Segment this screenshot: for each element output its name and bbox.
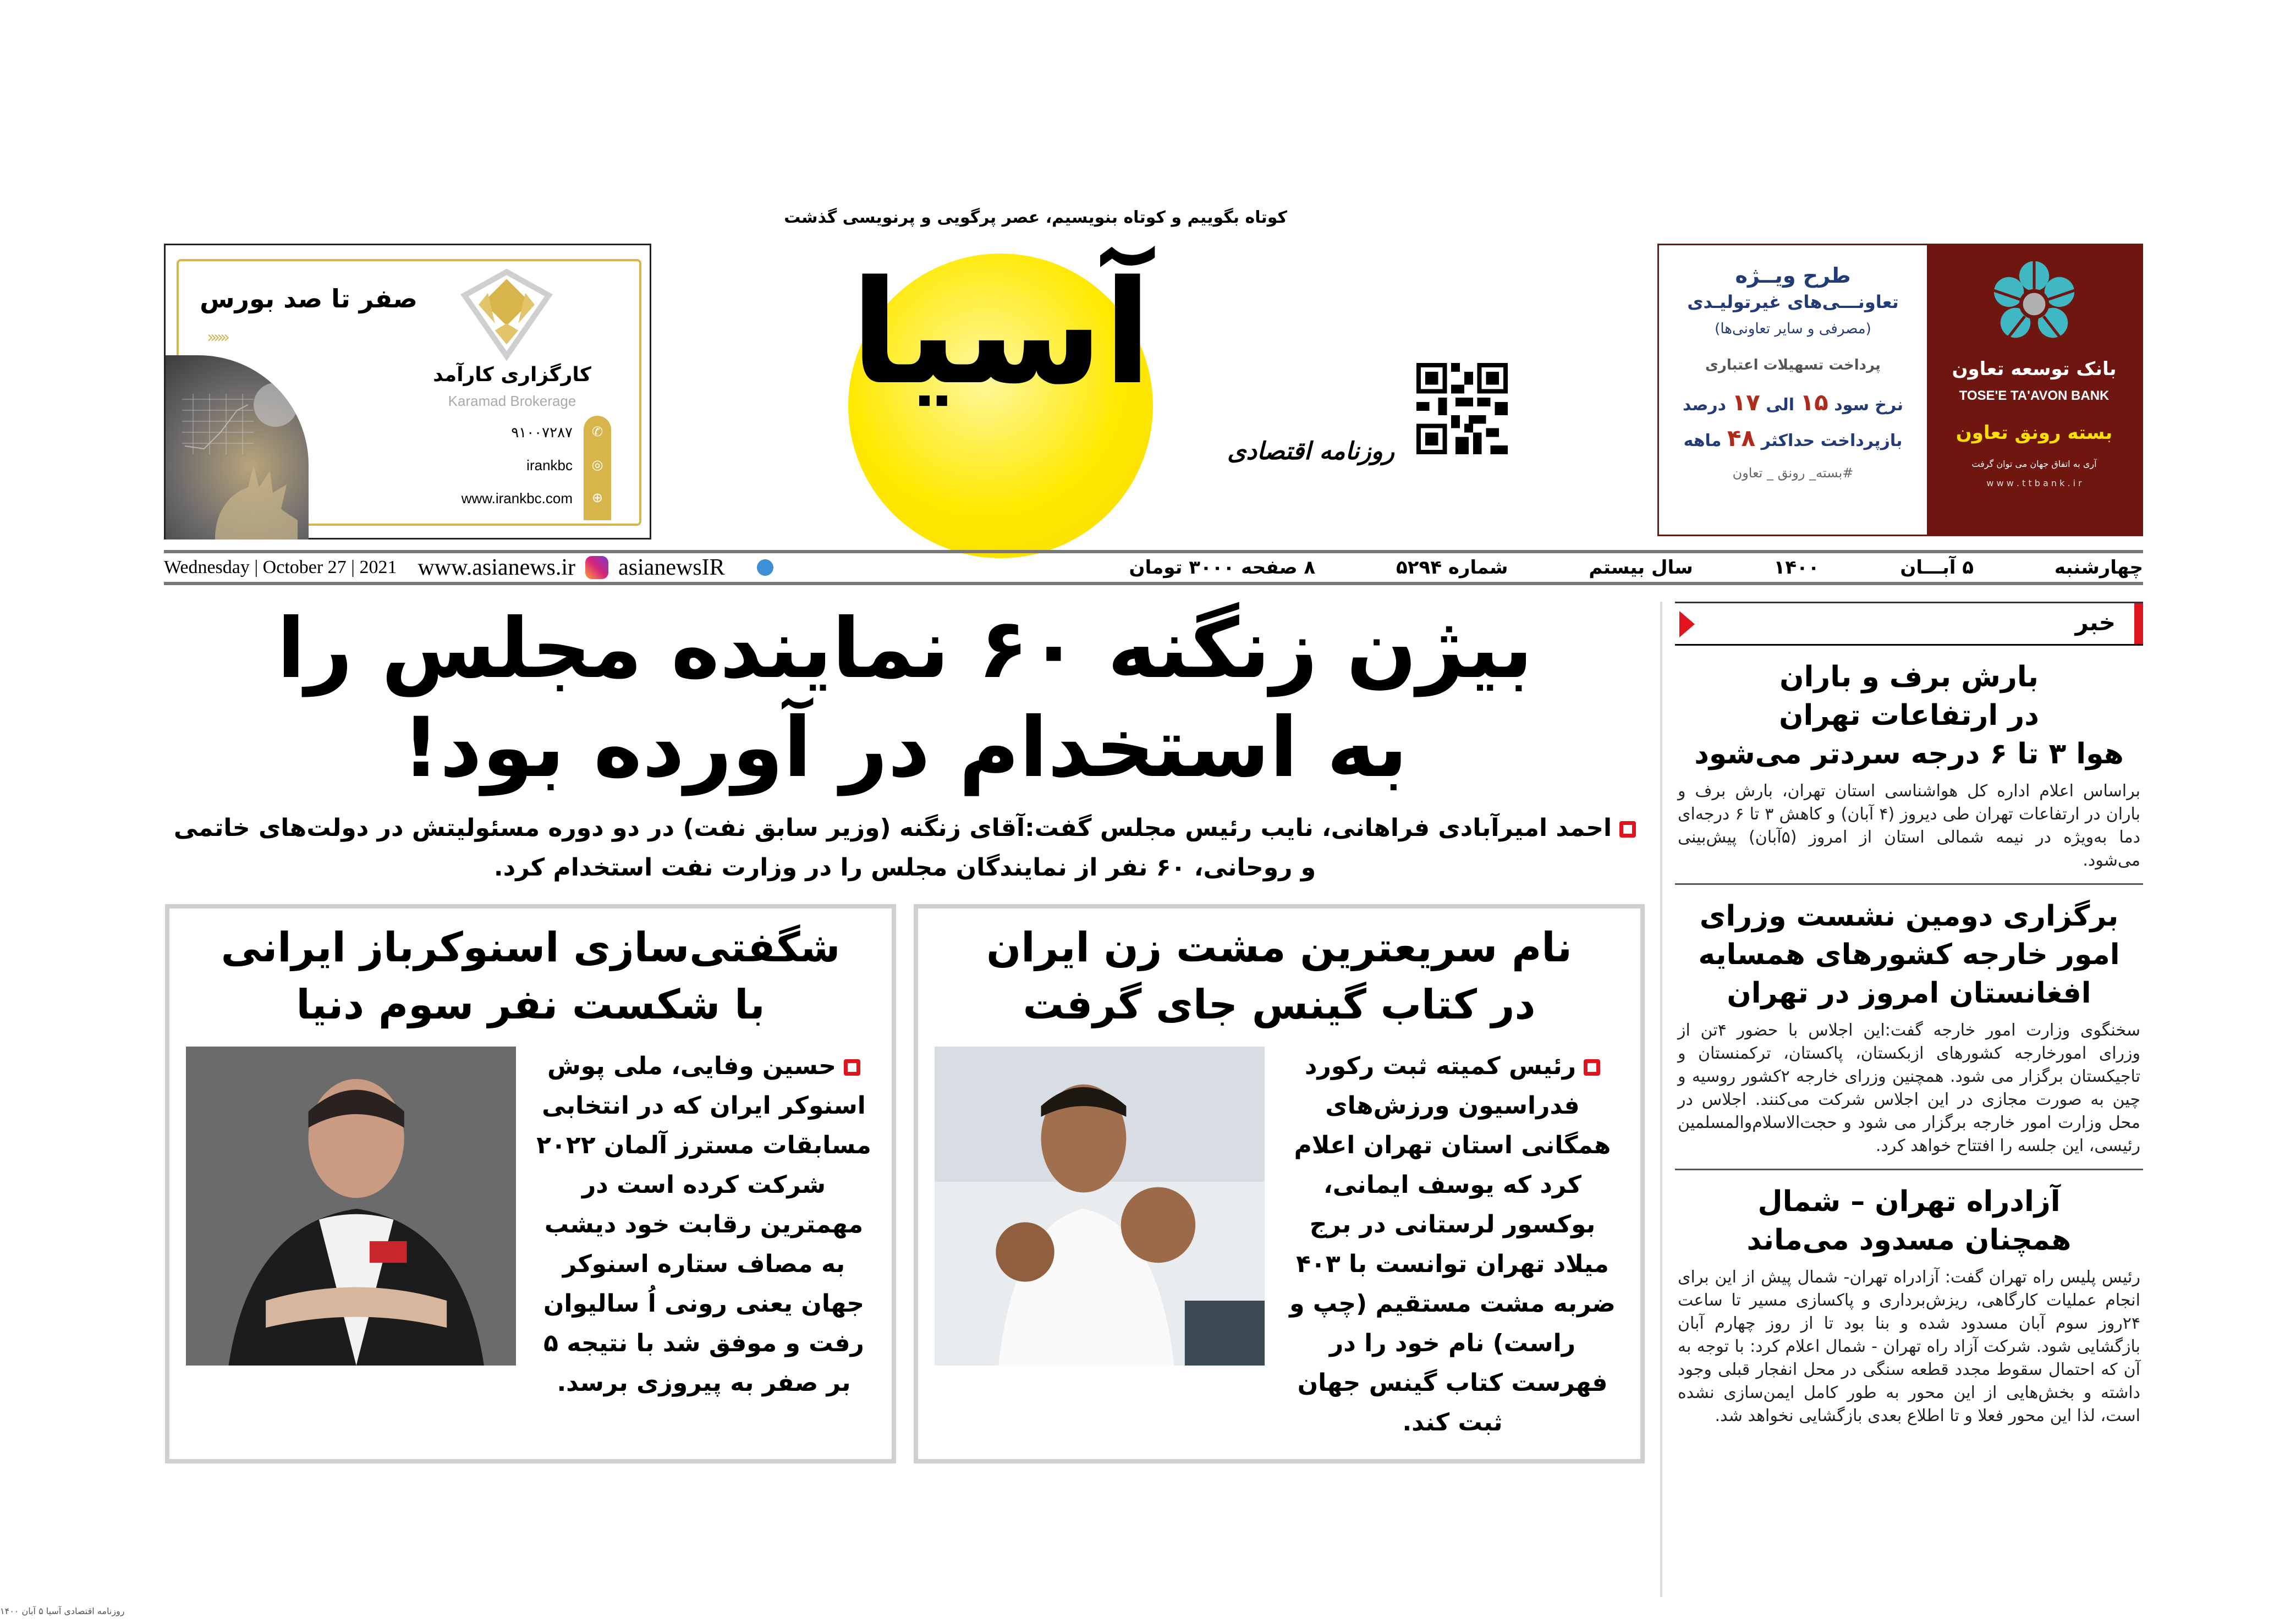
bank-name-fa: بانک توسعه تعاون [1952,358,2117,380]
story-snooker[interactable] [165,904,896,1463]
ad-rate [1665,386,1921,422]
news-item-body: براساس اعلام اداره کل هواشناسی استان تهران، بارش برف و باران در ارتفاعات تهران طی دیروز (۴ آبان) و کاهش ۳ تا ۶ درجه‌ای دما به‌ویژه در نیمه شمالی استان از امروز (۵آبان) پیش‌بینی می‌شود. [1678,781,2141,870]
bank-motto: آری به اتفاق جهان می توان گرفت [1971,459,2097,469]
pages-price: ۸ صفحه ۳۰۰۰ تومان [1129,557,1316,579]
ad-hashtag: #بسته_ رونق _ تعاون [1732,465,1854,481]
rate-to: ۱۷ [1732,389,1760,416]
news-item-title [1675,658,2143,773]
weekday-fa: چهارشنبه [2054,557,2143,579]
ad-title2: تعاونـــی‌های غیرتولیـدی [1687,291,1899,312]
play-arrow-icon [1679,611,1695,637]
news-title-line[interactable]: افغانستان امروز در تهران [1727,977,2091,1010]
ad-phone: ۹۱۰۰۷۲۸۷ [511,424,573,441]
news-title-line[interactable]: همچنان مسدود می‌ماند [1746,1224,2072,1257]
ad-line1: پرداخت تسهیلات اعتباری [1705,357,1881,373]
red-bullet-icon [1619,821,1636,838]
section-label: خبر [2075,609,2116,636]
karamad-brokerage-ad[interactable] [164,244,651,540]
boxer-photo [935,1047,1265,1366]
repay-months: ۴۸ [1727,425,1756,452]
rate-prefix: نرخ سود [1834,395,1903,415]
ad-repay [1665,422,1921,458]
main-headline-line1[interactable]: بیژن زنگنه ۶۰ نماینده مجلس را [277,601,1533,697]
news-item-body: سخنگوی وزارت امور خارجه گفت:این اجلاس با حضور ۴تن از وزرای امورخارجه کشورهای ازبکستان، پاکستان، ترکمنستان و تاجیکستان برگزار می شود. همچنین وزرای خارجه ۲کشور روسیه و چین به صورت مجازی در این اجلاس شرکت می‌کنند. اجلاس در محل وزارت امور خارجه برگزار می شود و حجت‌الاسلام‌والمسلمین رئیسی، این جلسه را افتتاح خواهد کرد. [1678,1021,2141,1155]
chevrons-icon: ›››››› [207,328,227,347]
story-boxer[interactable] [914,904,1645,1463]
volume-year: سال بیستم [1589,557,1693,579]
news-title-line[interactable]: برگزاری دومین نشست وزرای [1699,900,2119,933]
website-link[interactable]: www.asianews.ir [418,555,576,580]
news-section-header [1675,602,2143,646]
news-item-title [1675,1182,2143,1259]
story-body-text: حسین وفایی، ملی پوش اسنوکر ایران که در انتخابی مسابقات مسترز آلمان ۲۰۲۲ شرکت کرده است در مهمترین رقابت خود دیشب به مصاف ستاره اسنوکر جهان یعنی رونی اُ سالیوان رفت و موفق شد با نتیجه ۵ بر صفر به پیروزی برسد. [536,1052,871,1397]
news-divider [1675,883,2143,885]
ad-slogan: صفر تا صد بورس [200,284,418,313]
column-separator [1660,602,1662,1597]
ad-bank-panel [1927,245,2141,535]
bank-url[interactable]: w w w . t t b a n k . i r [1986,478,2082,488]
rate-mid: الی [1766,395,1795,415]
story-body [532,1047,875,1403]
main-news-area [165,599,1645,1463]
red-bullet-icon [844,1059,860,1076]
red-bar-icon [2134,603,2143,644]
story-title-line1: نام سریعترین مشت زن ایران [986,924,1572,971]
repay-prefix: بازپرداخت حداکثر [1761,431,1903,450]
repay-suffix: ماهه [1683,431,1722,450]
date-en: Wednesday | October 27 | 2021 [164,557,397,577]
rate-suffix: درصد [1683,395,1726,415]
news-item-body: رئیس پلیس راه تهران گفت: آزادراه تهران- شمال پیش از این برای انجام عملیات کارگاهی، ریزش‌برداری و پاکسازی مسیر تا ساعت ۲۴روز سوم آبان مسدود شده و بنا بود تا از روز چهارم آبان بازگشایی شود. شرکت آزاد راه تهران - شمال اعلام کرد: با توجه به آن که احتمال سقوط مجدد قطعه سنگی در محل انفجار قبلی وجود داشته و بخش‌هایی از این محور به طور کامل ایمن‌سازی نشده است، لذا این محور فعلا و تا اطلاع بعدی بازگشایی نخواهد شد. [1678,1268,2140,1425]
ad-brand-fa: کارگزاری کارآمد [433,364,591,386]
infobar-bottom-rule [164,582,2143,585]
story-body-text: رئیس کمیته ثبت رکورد فدراسیون ورزش‌های همگانی استان تهران اعلام کرد که یوسف ایمانی، بوکسور لرستانی در برج میلاد تهران توانست با ۴۰۳ ضربه مشت مستقیم (چپ و راست) نام خود را در فهرست کتاب گینس جهان ثبت کند. [1289,1052,1616,1437]
instagram-handle[interactable]: asianewsIR [618,555,725,580]
ad-title1: طرح ویــژه [1735,263,1851,288]
ad-brand-en: Karamad Brokerage [448,393,576,409]
story-title-line1: شگفتی‌سازی اسنوکرباز ایرانی [221,924,841,971]
story-title-line2: با شکست نفر سوم دنیا [296,981,765,1028]
snooker-player-photo [186,1047,516,1366]
story-boxes [165,904,1645,1463]
year-fa: ۱۴۰۰ [1773,557,1820,579]
phone-icon: ✆ [591,424,603,439]
issue-number: شماره ۵۲۹۴ [1396,557,1508,579]
news-title-line[interactable]: آزادراه تهران – شمال [1757,1185,2061,1218]
news-divider [1675,1169,2143,1170]
karamad-logo-icon [457,267,556,361]
bank-name-en: TOSE'E TA'AVON BANK [1959,388,2110,403]
instagram-icon [585,556,608,579]
story-body [1281,1047,1624,1443]
news-item-title [1675,897,2143,1012]
news-title-line[interactable]: هوا ۳ تا ۶ درجه سردتر می‌شود [1694,737,2124,770]
main-lead [165,808,1645,888]
news-title-line[interactable]: در ارتفاعات تهران [1779,699,2039,732]
rate-from: ۱۵ [1800,389,1828,416]
issue-info-bar [164,553,2143,582]
qr-code-icon[interactable] [1416,363,1508,454]
bank-package: بسته رونق تعاون [1956,422,2113,444]
lead-text: احمد امیرآبادی فراهانی، نایب رئیس مجلس گفت:آقای زنگنه (وزیر سابق نفت) در دو دوره مسئولیتش در دولت‌های خاتمی و روحانی، ۶۰ نفر از نمایندگان مجلس را در وزارت نفت استخدام کرد. [173,814,1612,882]
ad-subtitle: (مصرفی و سایر تعاونی‌ها) [1715,321,1871,337]
instagram-icon: ◎ [591,457,603,472]
globe-icon: ⊕ [591,490,603,505]
masthead-tagline: کوتاه بگوییم و کوتاه بنویسیم، عصر پرگویی و پرنویسی گذشت [784,208,1287,227]
ad-offer-panel [1659,245,1927,535]
news-column [1675,602,2143,1428]
masthead-logo: آسیا [850,250,1152,416]
main-headline-line2[interactable]: به استخدام در آورده بود! [402,700,1408,796]
story-title [186,920,875,1033]
ad-website[interactable]: www.irankbc.com [461,490,573,507]
story-title [935,920,1624,1033]
ad-instagram: irankbc [526,457,573,474]
footer-note: روزنامه اقتصادی آسیا ۵ آبان ۱۴۰۰ [0,1606,125,1616]
tosee-taavon-bank-ad[interactable] [1657,244,2143,536]
date-fa: ۵ آبـــان [1900,557,1974,579]
news-title-line[interactable]: امور خارجه کشورهای همسایه [1698,938,2120,971]
story-title-line2: در کتاب گینس جای گرفت [1023,981,1536,1028]
news-title-line[interactable]: بارش برف و باران [1779,660,2039,693]
red-bullet-icon [1584,1059,1600,1076]
masthead-subtitle: روزنامه اقتصادی [1227,437,1394,465]
verified-badge-icon [757,559,773,576]
bank-flower-logo-icon [1985,257,2084,351]
